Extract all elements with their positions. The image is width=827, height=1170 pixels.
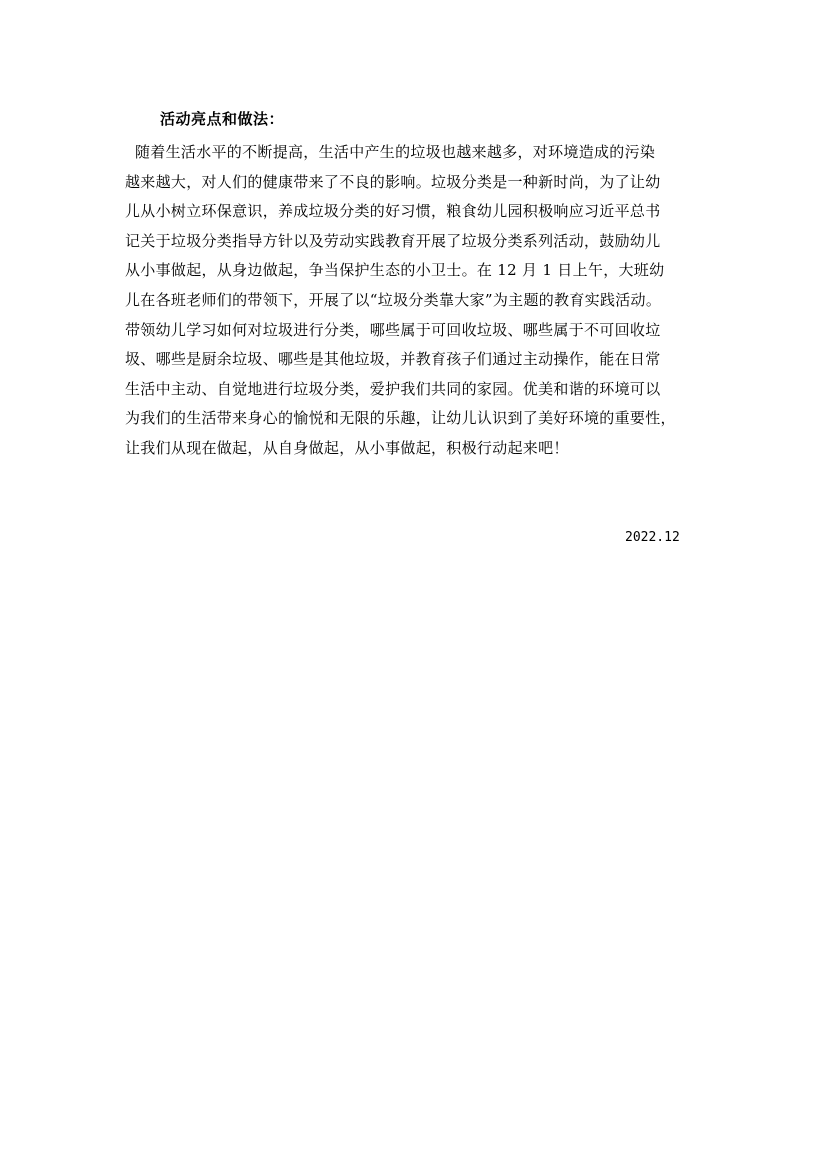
paragraph-line: 儿从小树立环保意识，养成垃圾分类的好习惯，粮食幼儿园积极响应习近平总书	[125, 202, 661, 221]
paragraph-line: 生活中主动、自觉地进行垃圾分类，爱护我们共同的家园。优美和谐的环境可以	[125, 379, 661, 398]
paragraph-line: 带领幼儿学习如何对垃圾进行分类，哪些属于可回收垃圾、哪些属于不可回收垃	[125, 320, 661, 339]
paragraph-line: 记关于垃圾分类指导方针以及劳动实践教育开展了垃圾分类系列活动，鼓励幼儿	[125, 231, 661, 250]
paragraph-line: 儿在各班老师们的带领下，开展了以“垃圾分类靠大家”为主题的教育实践活动。	[125, 290, 662, 309]
paragraph-line: 圾、哪些是厨余垃圾、哪些是其他垃圾，并教育孩子们通过主动操作，能在日常	[125, 350, 661, 369]
paragraph-line: 从小事做起，从身边做起，争当保护生态的小卫士。在 12 月 1 日上午，大班幼	[125, 261, 665, 280]
paragraph-line: 随着生活水平的不断提高，生活中产生的垃圾也越来越多，对环境造成的污染	[135, 143, 656, 161]
paragraph-line: 为我们的生活带来身心的愉悦和无限的乐趣，让幼儿认识到了美好环境的重要性，	[125, 409, 676, 428]
paragraph-line: 越来越大，对人们的健康带来了不良的影响。垃圾分类是一种新时尚，为了让幼	[125, 172, 661, 191]
section-heading: 活动亮点和做法：	[160, 110, 285, 128]
document-date: 2022.12	[625, 530, 680, 545]
body-paragraph	[125, 138, 710, 464]
paragraph-line: 让我们从现在做起，从自身做起，从小事做起，积极行动起来吧！	[125, 438, 569, 457]
